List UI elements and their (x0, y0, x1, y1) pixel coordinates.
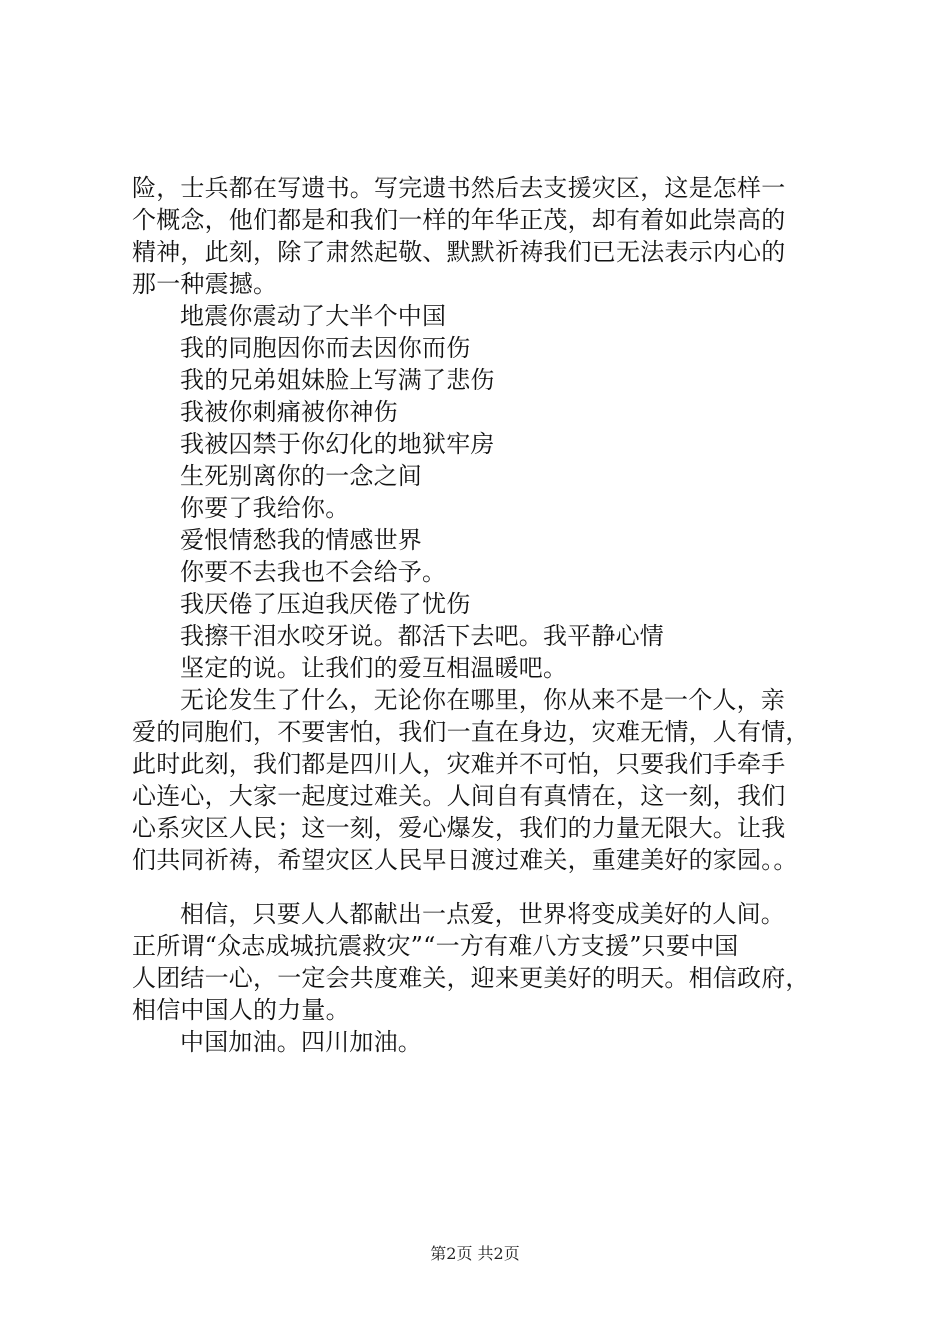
text-line: 心连心，大家一起度过难关。人间自有真情在，这一刻，我们 (132, 782, 786, 810)
text-line: 精神，此刻，除了肃然起敬、默默祈祷我们已无法表示内心的 (132, 238, 786, 266)
text-line: 那一种震撼。 (132, 270, 278, 298)
document-body (132, 172, 832, 1058)
text-line: 此时此刻，我们都是四川人，灾难并不可怕，只要我们手牵手 (132, 750, 786, 778)
text-line: 人团结一心，一定会共度难关，迎来更美好的明天。相信政府， (132, 964, 810, 992)
poem-line: 我被你刺痛被你神伤 (180, 398, 398, 426)
poem-line: 爱恨情愁我的情感世界 (180, 526, 422, 554)
closing-line: 中国加油。四川加油。 (180, 1028, 422, 1056)
poem-line: 我厌倦了压迫我厌倦了忧伤 (180, 590, 471, 618)
poem-line: 你要不去我也不会给予。 (180, 558, 447, 586)
poem-line: 我的同胞因你而去因你而伤 (180, 334, 471, 362)
poem-line: 我被囚禁于你幻化的地狱牢房 (180, 430, 495, 458)
paragraph-gap (132, 876, 832, 898)
text-line: 相信，只要人人都献出一点爱，世界将变成美好的人间。 (180, 900, 785, 928)
text-line: 个概念，他们都是和我们一样的年华正茂，却有着如此崇高的 (132, 206, 786, 234)
poem-line: 坚定的说。让我们的爱互相温暖吧。 (180, 654, 568, 682)
text-line: 们共同祈祷，希望灾区人民早日渡过难关，重建美好的家园。。 (132, 846, 798, 874)
text-line: 险，士兵都在写遗书。写完遗书然后去支援灾区，这是怎样一 (132, 174, 786, 202)
text-line: 正所谓“众志成城抗震救灾”“一方有难八方支援”只要中国 (132, 932, 739, 960)
poem-line: 地震你震动了大半个中国 (180, 302, 447, 330)
text-line: 爱的同胞们，不要害怕，我们一直在身边，灾难无情，人有情， (132, 718, 810, 746)
poem-line: 我的兄弟姐妹脸上写满了悲伤 (180, 366, 495, 394)
text-line: 心系灾区人民；这一刻，爱心爆发，我们的力量无限大。让我 (132, 814, 786, 842)
poem-line: 我擦干泪水咬牙说。都活下去吧。我平静心情 (180, 622, 664, 650)
text-line: 相信中国人的力量。 (132, 996, 350, 1024)
poem-line: 你要了我给你。 (180, 494, 350, 522)
page-footer: 第2页 共2页 (430, 1244, 520, 1263)
poem-line: 生死别离你的一念之间 (180, 462, 422, 490)
text-line: 无论发生了什么，无论你在哪里，你从来不是一个人，亲 (180, 686, 785, 714)
